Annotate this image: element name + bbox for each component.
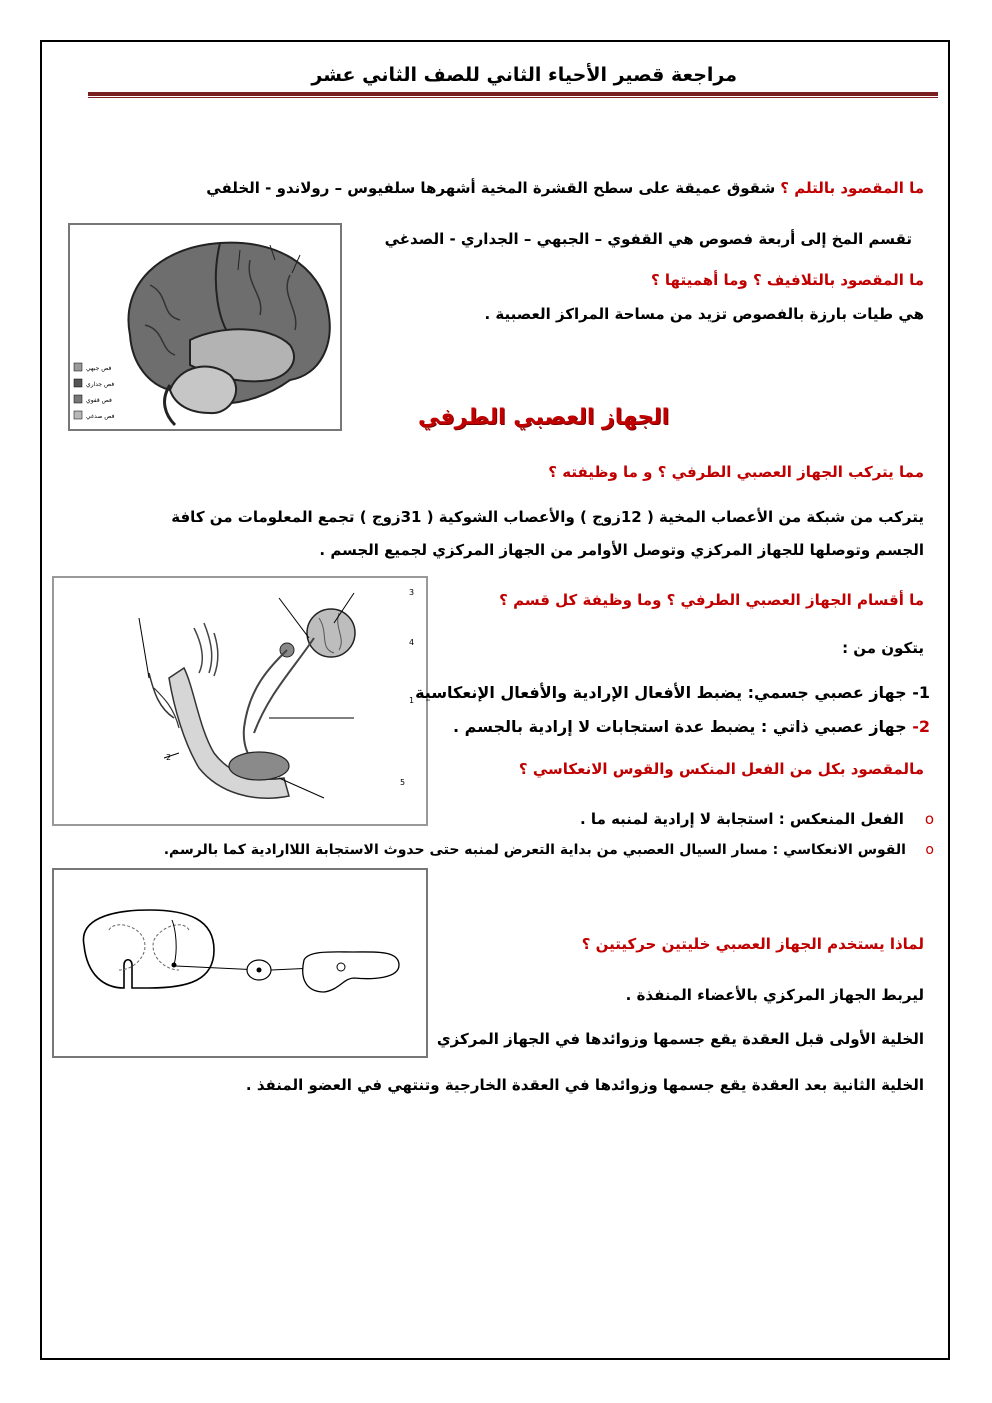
pns-question: مما يتركب الجهاز العصبي الطرفي ؟ و ما وظيفته ؟ (548, 463, 924, 481)
reflex-label-5: 5 (400, 778, 406, 787)
section-heading: الجهاز العصبي الطرفي (418, 405, 670, 430)
motor-cells-question: لماذا يستخدم الجهاز العصبي خليتين حركيتين ؟ (581, 935, 924, 953)
legend-label-parietal: فص جداري (86, 381, 115, 388)
divisions-question: ما أقسام الجهاز العصبي الطرفي ؟ وما وظيفة كل قسم ؟ (499, 591, 924, 609)
header-rule-thin (88, 97, 938, 98)
bullet-reflex-action (580, 810, 934, 828)
division-item-2-text: جهاز عصبي ذاتي : يضبط عدة استجابات لا إرادية بالجسم . (453, 717, 907, 736)
sulcus-answer: شقوق عميقة على سطح القشرة المخية أشهرها سلفيوس – رولاندو - الخلفي (206, 179, 776, 197)
reflex-label-2: 2 (166, 753, 172, 762)
division-item-1-number: 1- (912, 683, 930, 702)
division-item-1 (415, 683, 930, 702)
second-cell-text: الخلية الثانية بعد العقدة يقع جسمها وزوائدها في العقدة الخارجية وتنتهي في العضو المنفذ . (245, 1076, 924, 1094)
division-item-1-text: جهاز عصبي جسمي: يضبط الأفعال الإرادية والأفعال الإنعكاسية (415, 683, 907, 702)
legend-label-frontal: فص جبهي (86, 365, 112, 372)
divisions-intro: يتكون من : (842, 639, 924, 657)
gyri-question: ما المقصود بالتلافيف ؟ وما أهميتها ؟ (650, 271, 924, 289)
gyri-answer: هي طيات بارزة بالفصوص تزيد من مساحة المراكز العصبية . (484, 305, 924, 323)
reflex-arc-diagram (52, 576, 428, 826)
bullet-reflex-arc-text: القوس الانعكاسي : مسار السيال العصبي من بداية التعرض لمنبه حتى حدوث الاستجابة اللاارادية كما بالرسم. (163, 842, 906, 858)
reflex-question: مالمقصود بكل من الفعل المنكس والقوس الانعكاسي ؟ (518, 760, 924, 778)
reflex-illustration (54, 578, 426, 824)
reflex-label-4: 4 (409, 638, 415, 647)
division-item-2 (453, 717, 930, 736)
legend-swatch-temporal (74, 411, 82, 419)
legend-label-occipital: فص قفوي (86, 397, 112, 404)
lobes-text: تقسم المخ إلى أربعة فصوص هي القفوي – الجبهي – الجداري - الصدغي (384, 230, 912, 248)
page-title: مراجعة قصير الأحياء الثاني للصف الثاني عشر (311, 64, 737, 86)
bullet-reflex-action-text: الفعل المنعكس : استجابة لا إرادية لمنبه ما . (580, 810, 904, 828)
motor-pathway-diagram (52, 868, 428, 1058)
legend-label-temporal: فص صدغي (86, 413, 115, 420)
bullet-glyph-1: o (924, 810, 934, 828)
division-item-2-number: 2- (912, 717, 930, 736)
reflex-label-3: 3 (409, 588, 415, 597)
pns-answer-line1: يتركب من شبكة من الأعصاب المخية ( 12زوج ) والأعصاب الشوكية ( 31زوج ) تجمع المعلومات من كافة (171, 508, 924, 526)
sulcus-question: ما المقصود بالتلم ؟ (780, 179, 924, 197)
first-cell-text: الخلية الأولى قبل العقدة يقع جسمها وزوائدها في الجهاز المركزي (436, 1030, 924, 1048)
pns-answer-line2: الجسم وتوصلها للجهاز المركزي وتوصل الأوامر من الجهاز المركزي لجميع الجسم . (319, 541, 924, 559)
legend-swatch-parietal (74, 379, 82, 387)
brain-diagram (68, 223, 342, 431)
motor-cells-answer: ليربط الجهاز المركزي بالأعضاء المنفذة . (625, 986, 924, 1004)
bullet-reflex-arc (164, 842, 934, 858)
reflex-label-1: 1 (409, 696, 415, 705)
header-rule (88, 92, 938, 96)
bullet-glyph-2: o (925, 842, 934, 858)
legend-swatch-frontal (74, 363, 82, 371)
pathway-illustration (54, 870, 426, 1056)
legend-swatch-occipital (74, 395, 82, 403)
sulcus-line (206, 178, 924, 197)
